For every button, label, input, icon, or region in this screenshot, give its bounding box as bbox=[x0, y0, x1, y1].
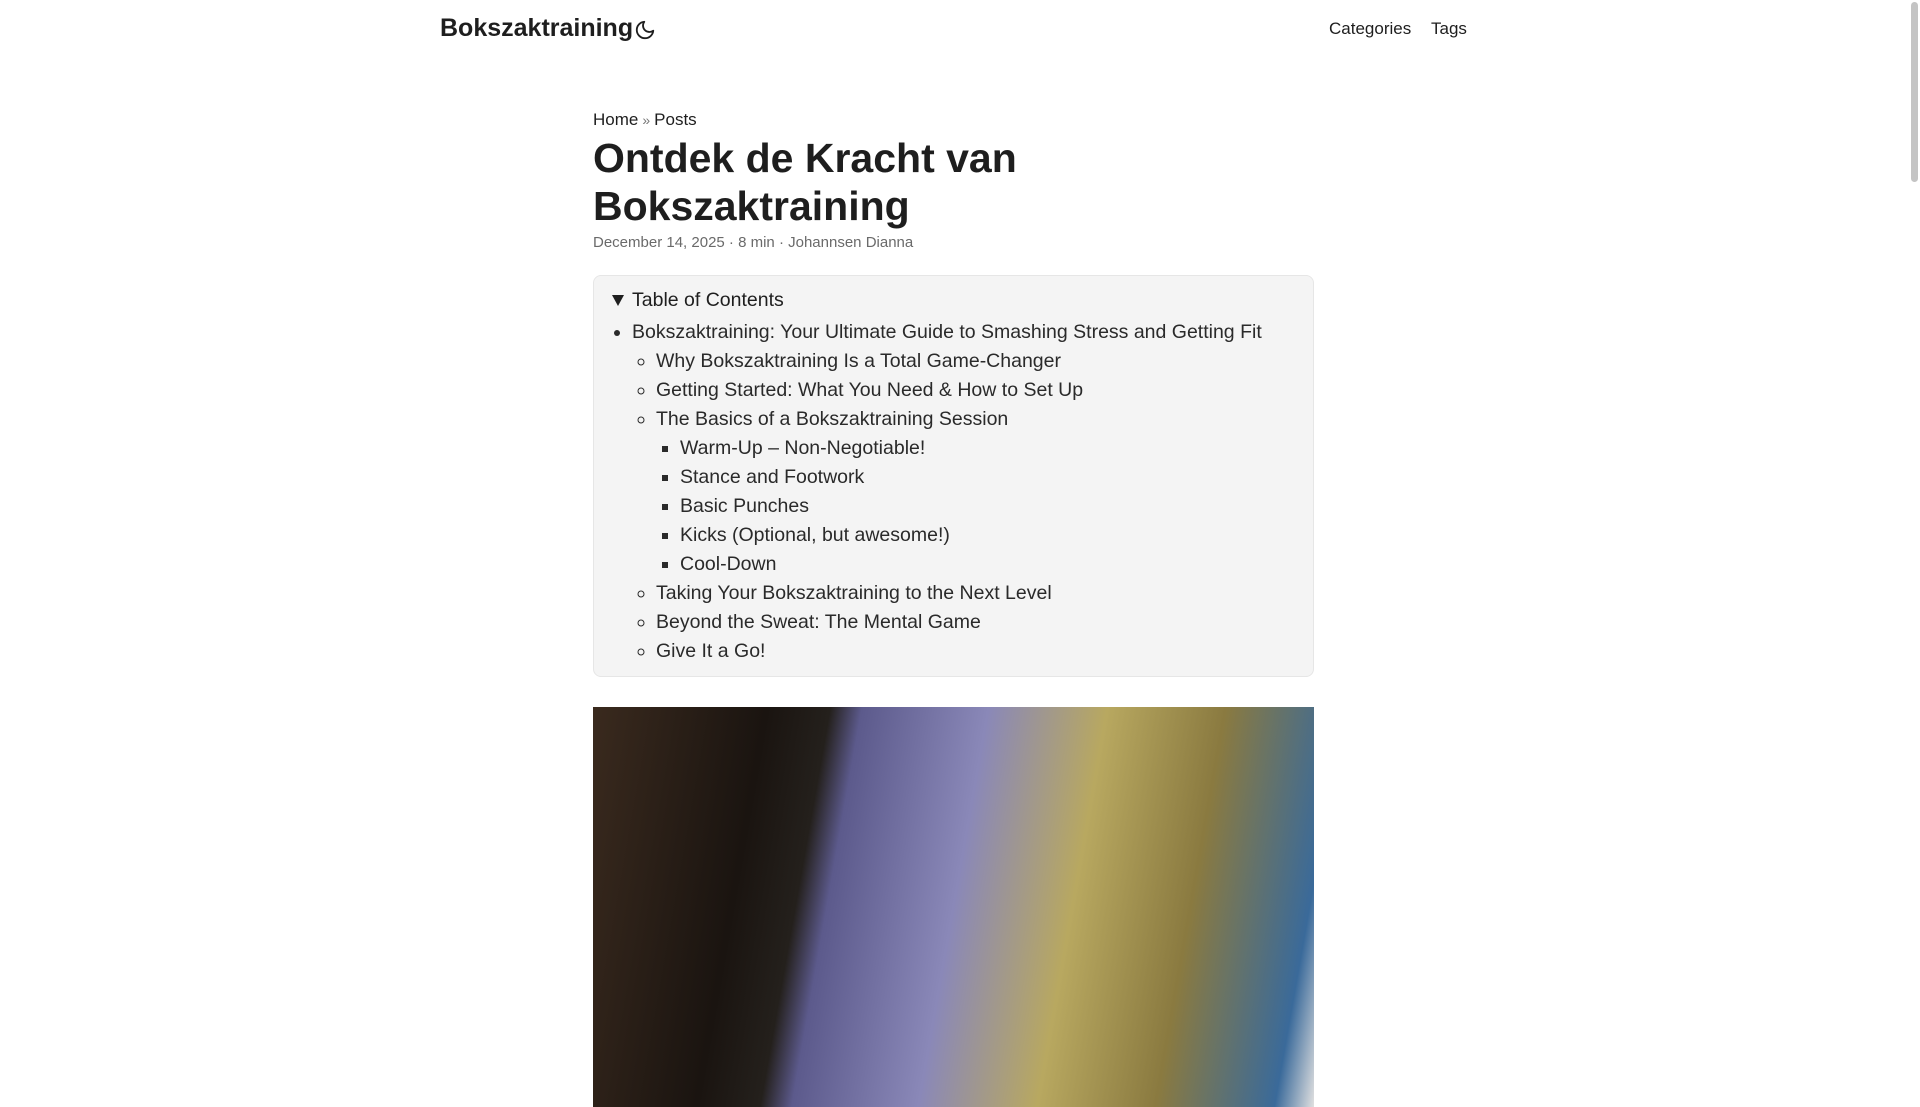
post-author: Johannsen Dianna bbox=[788, 234, 914, 251]
scrollbar-thumb[interactable] bbox=[1911, 2, 1918, 182]
site-logo[interactable]: Bokszaktraining bbox=[440, 14, 634, 42]
breadcrumb-home[interactable]: Home bbox=[593, 110, 639, 129]
triangle-down-icon bbox=[612, 295, 624, 306]
toc-link[interactable]: Cool-Down bbox=[680, 553, 777, 575]
read-time: 8 min bbox=[738, 234, 775, 251]
toc-link[interactable]: Getting Started: What You Need & How to Set Up bbox=[656, 379, 1084, 401]
toc-toggle[interactable] bbox=[612, 286, 1295, 314]
cover-image bbox=[593, 707, 1314, 1107]
moon-icon[interactable] bbox=[634, 19, 656, 41]
table-of-contents bbox=[593, 275, 1314, 677]
toc-link[interactable]: Warm-Up – Non-Negotiable! bbox=[680, 437, 926, 459]
toc-link[interactable]: Why Bokszaktraining Is a Total Game-Changer bbox=[656, 350, 1061, 372]
toc-link[interactable]: The Basics of a Bokszaktraining Session bbox=[656, 408, 1009, 430]
breadcrumb-posts[interactable]: Posts bbox=[654, 110, 697, 129]
post-date: December 14, 2025 bbox=[593, 234, 725, 251]
post-title: Ontdek de Kracht van Bokszaktraining bbox=[593, 135, 1017, 229]
toc-link[interactable]: Kicks (Optional, but awesome!) bbox=[680, 524, 950, 546]
meta-separator: · bbox=[728, 234, 734, 251]
toc-link[interactable]: Taking Your Bokszaktraining to the Next Level bbox=[656, 582, 1052, 604]
toc-link[interactable]: Give It a Go! bbox=[656, 640, 766, 662]
toc-link[interactable]: Stance and Footwork bbox=[680, 466, 865, 488]
post-meta bbox=[593, 234, 913, 251]
toc-link[interactable]: Bokszaktraining: Your Ultimate Guide to Smashing Stress and Getting Fit bbox=[632, 321, 1262, 343]
nav-categories[interactable]: Categories bbox=[1329, 19, 1412, 38]
breadcrumb bbox=[593, 110, 697, 130]
toc-link[interactable]: Basic Punches bbox=[680, 495, 809, 517]
nav-tags[interactable]: Tags bbox=[1431, 19, 1467, 38]
meta-separator: · bbox=[778, 234, 784, 251]
breadcrumb-separator: » bbox=[642, 112, 651, 128]
site-header bbox=[0, 0, 1909, 60]
toc-link[interactable]: Beyond the Sweat: The Mental Game bbox=[656, 611, 981, 633]
toc-title: Table of Contents bbox=[632, 288, 784, 311]
scrollbar[interactable] bbox=[1909, 0, 1920, 1080]
